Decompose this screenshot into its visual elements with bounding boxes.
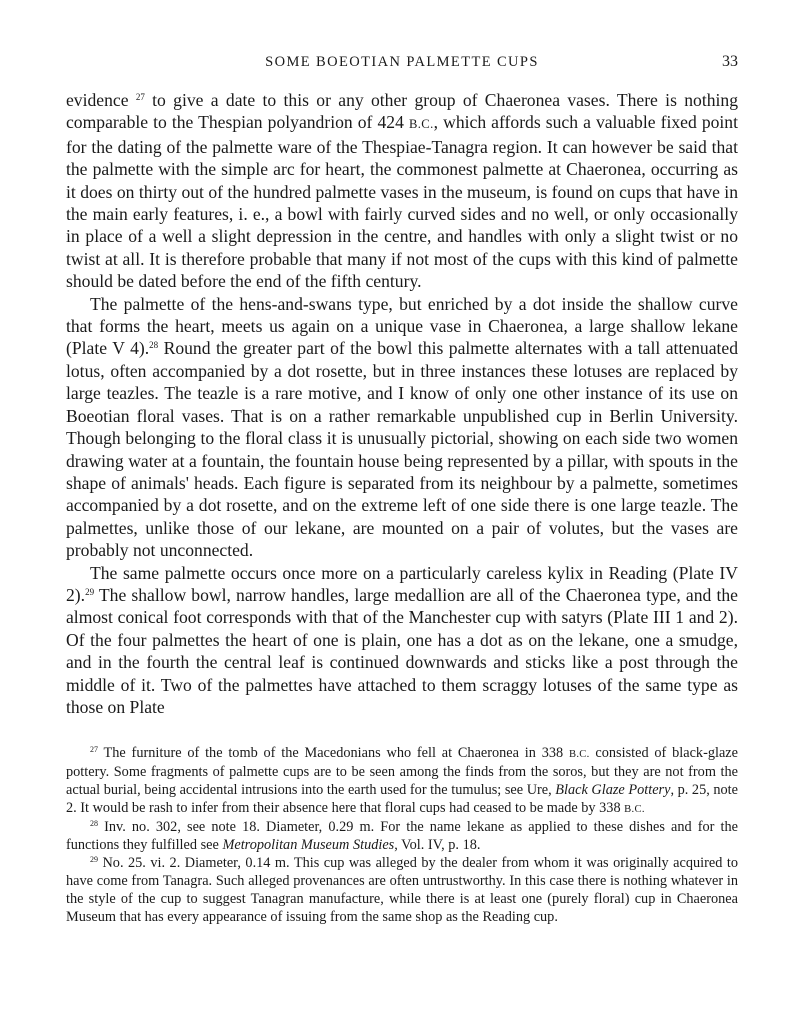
- footnotes: [66, 745, 738, 926]
- footnote-28: [66, 819, 738, 855]
- paragraph-2-text-b: Round the greater part of the bowl this palmette alternates with a tall attenuated lotus, often accompanied by a dot rosette, but in three instances these lotuses are replaced by large teazles. The teazle is a rare motive, and I know of only one other instance of its use on Boeotian floral vases. That is on a rather remarkable unpublished cup in Berlin University. Though belonging to the floral class it is unusually pictorial, showing on each side two women drawing water at a fountain, the fountain house being represented by a pillar, with spouts in the shape of animals' heads. Each figure is separated from its neighbour by a palmette, sometimes accompanied by a dot rosette, and on the extreme left of one side there is one large teazle. The palmettes, unlike those of our lekane, are mounted on a pair of volutes, but the vases are probably not unconnected.: [66, 338, 738, 561]
- footnote-ref-28: 28: [149, 340, 159, 351]
- paragraph-2: [66, 293, 738, 562]
- footnote-28-title: Metropolitan Museum Studies: [222, 836, 395, 853]
- footnote-27-era-2: B.C.: [624, 804, 645, 816]
- footnote-27: [66, 745, 738, 819]
- footnote-28-text-a: Inv. no. 302, see note 18. Diameter, 0.29 m. For the name lekane as applied to these dishes and for the functions they fulfilled see: [66, 819, 738, 853]
- footnote-27-era-1: B.C.: [568, 749, 590, 761]
- paragraph-1-text-a: evidence: [66, 90, 129, 110]
- footnote-29: [66, 855, 738, 927]
- page: [66, 52, 738, 926]
- paragraph-1-era: B.C.: [408, 117, 434, 132]
- paragraph-3-text-a: The same palmette occurs once more on a particularly careless kylix in Reading (Plate IV 2).: [66, 562, 738, 605]
- footnote-29-text-a: No. 25. vi. 2. Diameter, 0.14 m. This cup was alleged by the dealer from whom it was originally acquired to have come from Tanagra. Such alleged provenances are often untrustworthy. In this case there is nothing whatever in the style of the cup to suggest Tanagran manufacture, while there is at least one (purely floral) cup in Chaeronea Museum that has every appearance of issuing from the same shop as the Reading cup.: [66, 854, 738, 925]
- body-text: [66, 89, 738, 718]
- running-title: SOME BOEOTIAN PALMETTE CUPS: [265, 54, 539, 70]
- page-number: 33: [722, 53, 738, 70]
- paragraph-1: [66, 89, 738, 293]
- footnote-27-title: Black Glaze Pottery: [555, 782, 671, 799]
- footnote-27-number: 27: [90, 745, 98, 755]
- footnote-ref-29: 29: [85, 586, 95, 597]
- running-head: [66, 52, 738, 76]
- footnote-27-text-a: The furniture of the tomb of the Macedonians who fell at Chaeronea in 338: [98, 745, 569, 762]
- paragraph-3-text-b: The shallow bowl, narrow handles, large medallion are all of the Chaeronea type, and the almost conical foot corresponds with that of the Manchester cup with satyrs (Plate III 1 and 2). Of the four palmettes the heart of one is plain, one has a dot as on the lekane, one a smudge, and in the fourth the central leaf is continued downwards and sticks like a post through the middle of it. Two of the palmettes have attached to them scraggy lotuses of the same type as those on Plate: [66, 584, 738, 717]
- footnote-28-number: 28: [90, 819, 98, 828]
- paragraph-1-text-b: to give a date to this or any other group of Chaeronea vases. There is nothing comparable to the Thespian polyandrion of 424: [66, 90, 738, 133]
- paragraph-2-text-a: The palmette of the hens-and-swans type, but enriched by a dot inside the shallow curve that forms the heart, meets us again on a unique vase in Chaeronea, a large shallow lekane (Plate V 4).: [66, 293, 738, 359]
- footnote-ref-27: 27: [135, 92, 145, 102]
- footnote-28-text-b: , Vol. IV, p. 18.: [394, 836, 481, 853]
- footnote-29-number: 29: [90, 854, 98, 864]
- footnote-27-text-c: , p. 25, note 2. It would be rash to infer from their absence here that floral cups had ceased to be made by 338: [66, 782, 738, 817]
- footnote-27-text-b: consisted of black-glaze pottery. Some fragments of palmette cups are to be seen among the finds from the soros, but they are not from the actual burial, being accidental intrusions into the earth used for the tumulus; see Ure,: [66, 745, 738, 799]
- paragraph-3: [66, 562, 738, 719]
- paragraph-1-text-c: , which affords such a valuable fixed point for the dating of the palmette ware of the Thespiae-Tanagra region. It can however be said that the palmette with the simple arc for heart, the commonest palmette at Chaeronea, occurring as it does on thirty out of the hundred palmette vases in the museum, is found on cups that have in the main early features, i. e., a bowl with fairly curved sides and no well, or only occasionally in place of a well a slight depression in the centre, and handles with only a slight twist or no twist at all. It is therefore probable that many if not most of the cups with this kind of palmette should be dated before the end of the fifth century.: [66, 112, 738, 292]
